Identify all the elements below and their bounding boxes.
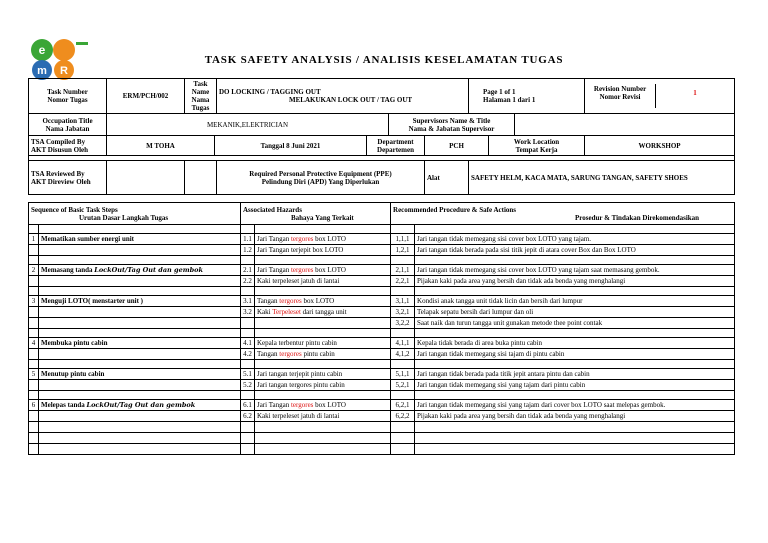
spacer-cell [39, 256, 241, 265]
revision [585, 79, 735, 114]
compiled-label: TSA Compiled By AKT Disusun Oleh [29, 136, 107, 156]
actions-header-en: Recommended Procedure & Safe Actions [393, 205, 517, 214]
step-text [39, 338, 241, 349]
table-row [29, 338, 735, 349]
table-row [29, 265, 735, 276]
hazard-text-part: Jari Tangan terjepit box LOTO [257, 246, 344, 254]
step-number [29, 307, 39, 318]
header-table [28, 78, 735, 195]
hazard-text [255, 338, 391, 349]
action-text: Jari tangan tidak berada pada titik jepit antara pintu dan cabin [415, 369, 735, 380]
department: PCH [425, 136, 489, 156]
steps-header [29, 203, 241, 225]
action-number: 3,2,1 [391, 307, 415, 318]
spacer-cell [415, 256, 735, 265]
empty-cell [255, 422, 391, 433]
step-number [29, 411, 39, 422]
table-row [29, 296, 735, 307]
step-number: 5 [29, 369, 39, 380]
hazard-number: 2.2 [241, 276, 255, 287]
spacer-cell [415, 287, 735, 296]
hazard-text-part: Jari tangan tergores pintu cabin [257, 381, 345, 389]
empty-cell [255, 433, 391, 444]
action-number: 1,1,1 [391, 234, 415, 245]
hazard-number: 3.2 [241, 307, 255, 318]
hazard-number: 1.2 [241, 245, 255, 256]
empty-cell [415, 422, 735, 433]
actions-header-id: Prosedur & Tindakan Direkomendasikan [575, 213, 700, 222]
hazard-text [255, 380, 391, 391]
action-number: 1,2,1 [391, 245, 415, 256]
svg-text:R: R [60, 65, 68, 77]
empty-cell [391, 444, 415, 455]
hazard-text [255, 307, 391, 318]
spacer-cell [415, 225, 735, 234]
spacer-cell [39, 287, 241, 296]
hazard-text-part: box LOTO [313, 235, 346, 243]
spacer-cell [255, 360, 391, 369]
step-label: Menguji LOTO( menstarter unit ) [41, 297, 144, 305]
action-number: 4,1,2 [391, 349, 415, 360]
step-text [39, 234, 241, 245]
page-en: Page 1 of 1 [483, 88, 516, 96]
step-number: 6 [29, 400, 39, 411]
step-text [39, 276, 241, 287]
table-row [29, 318, 735, 329]
step-text [39, 245, 241, 256]
step-label: Memasang tanda [41, 266, 95, 274]
hazard-text-part: Kaki terpeleset jatuh di lantai [257, 277, 340, 285]
occupation: MEKANIK,ELEKTRICIAN [107, 114, 389, 136]
spacer-cell [241, 391, 255, 400]
step-number [29, 349, 39, 360]
step-label: Membuka pintu cabin [41, 339, 108, 347]
empty-cell [241, 444, 255, 455]
hazard-text [255, 245, 391, 256]
step-text [39, 411, 241, 422]
step-handwritten: LockOut/Tag Out dan gembok [94, 266, 203, 274]
task-name-en: DO LOCKING / TAGGING OUT [219, 88, 321, 96]
supervisor-label: Supervisors Name & Title Nama & Jabatan Supervisor [389, 114, 515, 136]
spacer-row [29, 329, 735, 338]
empty-row [29, 433, 735, 444]
hazard-text [255, 234, 391, 245]
empty-cell [391, 433, 415, 444]
task-number: ERM/PCH/002 [107, 79, 185, 114]
step-number: 4 [29, 338, 39, 349]
spacer-cell [29, 256, 39, 265]
hazard-text-part: Kaki terpeleset jatuh di lantai [257, 412, 340, 420]
table-row [29, 400, 735, 411]
page-id: Halaman 1 dari 1 [483, 96, 536, 104]
hazard-text-part: box LOTO [301, 297, 335, 305]
step-number: 3 [29, 296, 39, 307]
ppe-list: SAFETY HELM, KACA MATA, SARUNG TANGAN, SAFETY SHOES [469, 161, 735, 195]
hazard-text-part: Tangan [257, 297, 280, 305]
hazard-keyword: tergores [279, 350, 302, 358]
reviewed-signature [185, 161, 217, 195]
hazard-text [255, 411, 391, 422]
step-number [29, 245, 39, 256]
step-number [29, 380, 39, 391]
action-number: 6,2,1 [391, 400, 415, 411]
hazard-text-part: Jari tangan terjepit pintu cabin [257, 370, 343, 378]
spacer-cell [29, 329, 39, 338]
spacer-cell [391, 287, 415, 296]
action-text: Kondisi anak tangga unit tidak licin dan bersih dari lumpur [415, 296, 735, 307]
hazard-number: 1.1 [241, 234, 255, 245]
action-text: Kepala tidak berada di area buka pintu cabin [415, 338, 735, 349]
empty-row [29, 422, 735, 433]
spacer-cell [241, 225, 255, 234]
reviewed-label: TSA Reviewed By AKT Direview Oleh [29, 161, 107, 195]
page-number [469, 79, 585, 114]
work-location: WORKSHOP [585, 136, 735, 156]
hazard-number: 4.1 [241, 338, 255, 349]
department-label: Department Departemen [367, 136, 425, 156]
action-number: 3,2,2 [391, 318, 415, 329]
spacer-row [29, 360, 735, 369]
action-number: 2,2,1 [391, 276, 415, 287]
step-number [29, 276, 39, 287]
empty-cell [391, 422, 415, 433]
empty-cell [415, 444, 735, 455]
hazard-text-part: pintu cabin [301, 350, 335, 358]
hazard-text-part: box LOTO [313, 266, 346, 274]
task-name-id: MELAKUKAN LOCK OUT / TAG OUT [289, 96, 413, 104]
empty-cell [29, 422, 39, 433]
spacer-cell [255, 256, 391, 265]
spacer-cell [255, 287, 391, 296]
hazard-text [255, 265, 391, 276]
hazard-number: 5.1 [241, 369, 255, 380]
work-location-label: Work Location Tempat Kerja [489, 136, 585, 156]
revision-label: Revision Number Nomor Revisi [585, 84, 656, 108]
empty-cell [39, 422, 241, 433]
task-name-label: Task Name Nama Tugas [185, 79, 217, 114]
step-number [29, 318, 39, 329]
spacer-cell [255, 225, 391, 234]
hazard-keyword: Terpeleset [272, 308, 301, 316]
hazard-text [255, 349, 391, 360]
spacer-cell [391, 225, 415, 234]
empty-cell [255, 444, 391, 455]
empty-row [29, 444, 735, 455]
spacer-cell [39, 360, 241, 369]
revision-number: 1 [693, 89, 697, 97]
spacer-cell [29, 225, 39, 234]
action-text: Jari tangan tidak memegang sisi cover box LOTO yang tajam. [415, 234, 735, 245]
hazard-number: 6.2 [241, 411, 255, 422]
ppe-tool-label: Alat [425, 161, 469, 195]
hazard-text-part: box LOTO [313, 401, 346, 409]
table-row [29, 307, 735, 318]
step-text [39, 349, 241, 360]
hazard-keyword: tergores [290, 401, 314, 409]
task-name [217, 79, 469, 114]
task-number-label: Task Number Nomor Tugas [29, 79, 107, 114]
action-text: Jari tangan tidak memegang sisi tajam di pintu cabin [415, 349, 735, 360]
action-text: Saat naik dan turun tangga unit gunakan metode thee point contak [415, 318, 735, 329]
spacer-cell [39, 225, 241, 234]
step-label: Mematikan sumber energi unit [41, 235, 135, 243]
ppe-label: Required Personal Protective Equipment (PPE) Pelindung Diri (APD) Yang Diperlukan [217, 161, 425, 195]
svg-text:m: m [37, 65, 47, 77]
step-text [39, 265, 241, 276]
table-row [29, 411, 735, 422]
action-text: Jari tangan tidak memegang sisi cover box LOTO yang tajam saat memasang gembok. [415, 265, 735, 276]
hazard-number: 6.1 [241, 400, 255, 411]
step-label: Melepas tanda [41, 401, 87, 409]
spacer-row [29, 225, 735, 234]
compiled-by: M TOHA [107, 136, 215, 156]
table-row [29, 234, 735, 245]
hazard-text-part: Jari Tangan [257, 235, 291, 243]
hazard-text-part: Tangan [257, 350, 280, 358]
action-number: 6,2,2 [391, 411, 415, 422]
action-number: 3,1,1 [391, 296, 415, 307]
hazard-text [255, 400, 391, 411]
step-label: Menutup pintu cabin [41, 370, 105, 378]
spacer-cell [39, 329, 241, 338]
steps-header-en: Sequence of Basic Task Steps [31, 205, 118, 214]
spacer-cell [391, 360, 415, 369]
hazard-keyword: tergores [279, 297, 302, 305]
action-text: Jari tangan tidak berada pada sisi titik jepit di atara cover Box dan Box LOTO [415, 245, 735, 256]
hazard-text-part: Jari Tangan [257, 266, 291, 274]
table-row [29, 349, 735, 360]
step-number: 2 [29, 265, 39, 276]
spacer-cell [241, 329, 255, 338]
step-text [39, 318, 241, 329]
hazard-text-part: Jari Tangan [257, 401, 291, 409]
supervisor [515, 114, 735, 136]
hazard-number: 4.2 [241, 349, 255, 360]
table-row [29, 245, 735, 256]
table-row [29, 380, 735, 391]
spacer-cell [415, 329, 735, 338]
hazard-number: 3.1 [241, 296, 255, 307]
steps-body [29, 225, 735, 455]
svg-text:e: e [38, 43, 46, 57]
empty-cell [241, 433, 255, 444]
hazard-number [241, 318, 255, 329]
hazard-text-part: dari tangga unit [300, 308, 347, 316]
spacer-cell [39, 391, 241, 400]
action-text: Pijakan kaki pada area yang bersih dan tidak ada benda yang menghalangi [415, 411, 735, 422]
hazard-text [255, 369, 391, 380]
action-number: 2,1,1 [391, 265, 415, 276]
step-text [39, 296, 241, 307]
spacer-cell [415, 360, 735, 369]
spacer-cell [241, 287, 255, 296]
empty-cell [29, 444, 39, 455]
spacer-row [29, 256, 735, 265]
action-number: 5,1,1 [391, 369, 415, 380]
steps-table [28, 202, 735, 455]
step-text [39, 400, 241, 411]
tsa-form [28, 78, 734, 455]
action-text: Jari tangan tidak memegang sisi yang tajam dari cover box LOTO saat melepas gembok. [415, 400, 735, 411]
empty-cell [29, 433, 39, 444]
hazard-text-part: Kepala terbentur pintu cabin [257, 339, 337, 347]
table-row [29, 276, 735, 287]
document-title: TASK SAFETY ANALYSIS / ANALISIS KESELAMATAN TUGAS [204, 54, 564, 66]
empty-cell [39, 444, 241, 455]
step-text [39, 380, 241, 391]
action-number: 5,2,1 [391, 380, 415, 391]
spacer-cell [29, 391, 39, 400]
empty-cell [39, 433, 241, 444]
spacer-cell [255, 391, 391, 400]
step-number: 1 [29, 234, 39, 245]
action-text: Pijakan kaki pada area yang bersih dan tidak ada benda yang menghalangi [415, 276, 735, 287]
hazard-text [255, 296, 391, 307]
spacer-cell [255, 329, 391, 338]
spacer-row [29, 287, 735, 296]
spacer-cell [29, 287, 39, 296]
spacer-cell [415, 391, 735, 400]
date: Tanggal 8 Juni 2021 [215, 136, 367, 156]
spacer-row [29, 391, 735, 400]
empty-cell [415, 433, 735, 444]
empty-cell [241, 422, 255, 433]
step-text [39, 307, 241, 318]
hazards-header-en: Associated Hazards [243, 205, 302, 214]
steps-header-id: Urutan Dasar Langkah Tugas [79, 213, 169, 222]
hazards-header-id: Bahaya Yang Terkait [291, 213, 354, 222]
step-handwritten: LockOut/Tag Out dan gembok [86, 401, 196, 409]
actions-header [391, 203, 735, 225]
action-number: 4,1,1 [391, 338, 415, 349]
occupation-label: Occupation Title Nama Jabatan [29, 114, 107, 136]
action-text: Telapak sepatu bersih dari lumpur dan oli [415, 307, 735, 318]
hazard-text [255, 318, 391, 329]
hazard-text [255, 276, 391, 287]
spacer-cell [241, 360, 255, 369]
action-text: Jari tangan tidak memegang sisi yang tajam dari pintu cabin [415, 380, 735, 391]
hazard-text-part: Kaki [257, 308, 273, 316]
hazard-keyword: tergores [290, 235, 314, 243]
spacer-cell [241, 256, 255, 265]
hazard-keyword: tergores [290, 266, 314, 274]
spacer-cell [391, 391, 415, 400]
spacer-cell [391, 329, 415, 338]
hazard-number: 5.2 [241, 380, 255, 391]
hazards-header [241, 203, 391, 225]
table-row [29, 369, 735, 380]
spacer-cell [29, 360, 39, 369]
step-text [39, 369, 241, 380]
reviewed-by [107, 161, 185, 195]
hazard-number: 2.1 [241, 265, 255, 276]
spacer-cell [391, 256, 415, 265]
